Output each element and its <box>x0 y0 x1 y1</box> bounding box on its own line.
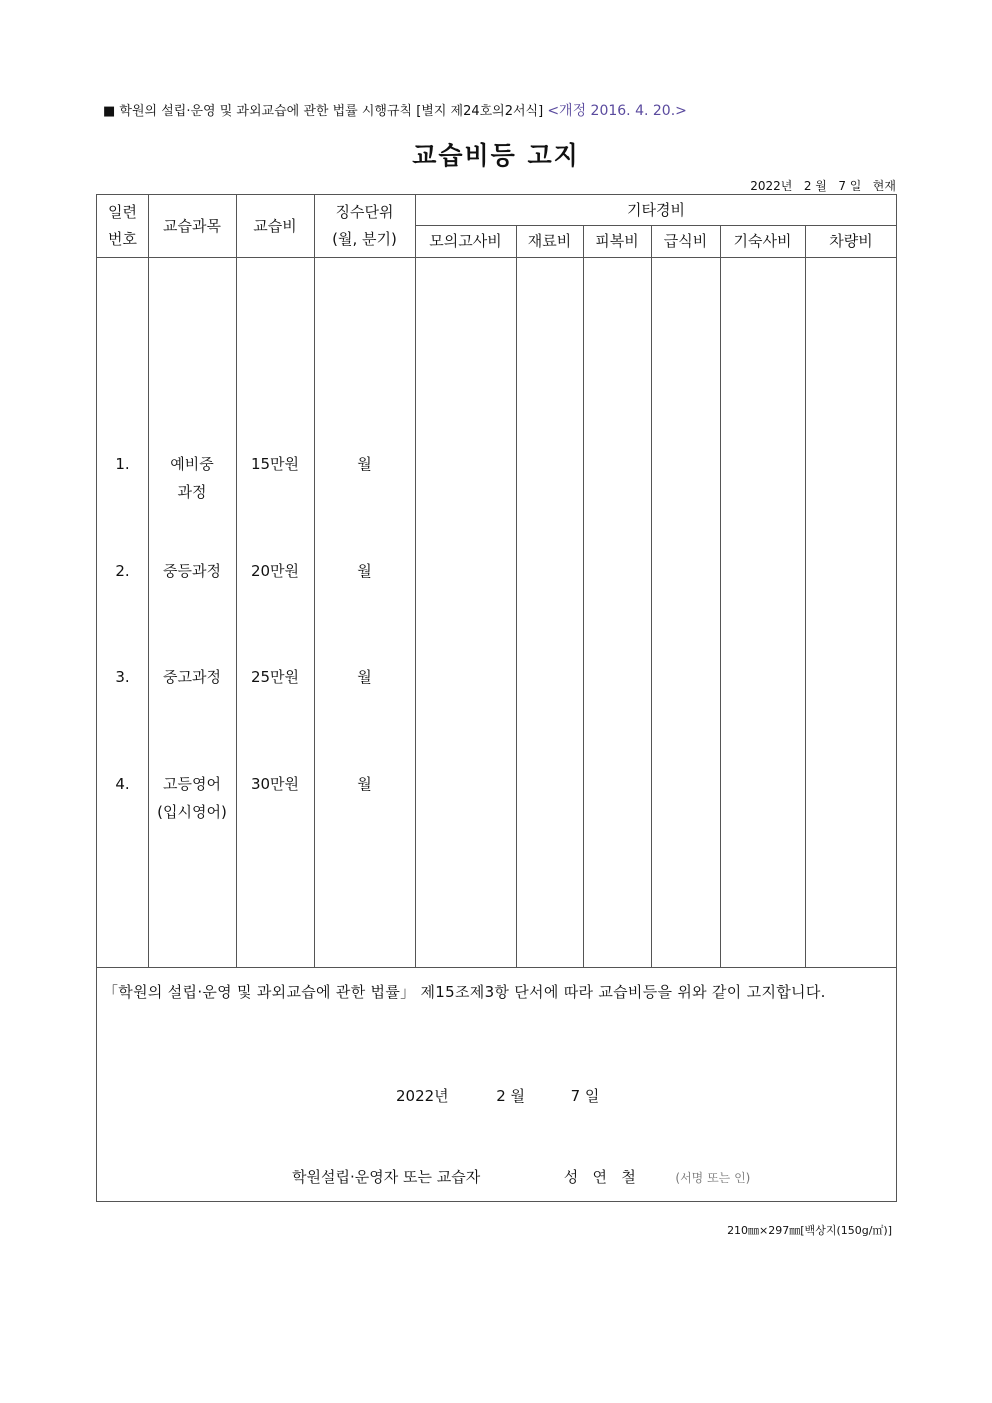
table-bottom-divider <box>97 967 897 968</box>
header-other-expenses: 기타경비 <box>627 200 685 219</box>
header-uniform-fee: 피복비 <box>595 231 639 250</box>
signer-name: 성 연 철 <box>563 1168 636 1186</box>
col-divider <box>516 225 517 967</box>
row-serial-number: 3. <box>115 668 130 686</box>
row-billing-unit: 월 <box>357 668 372 686</box>
col-divider <box>651 225 652 967</box>
header-vehicle-fee: 차량비 <box>829 231 873 250</box>
row-subject: 고등영어 (입시영어) <box>157 775 227 821</box>
row-serial-number: 1. <box>115 455 130 473</box>
header-meal-fee: 급식비 <box>663 231 708 250</box>
col-divider <box>720 225 721 967</box>
signer-role: 학원설립·운영자 또는 교습자 <box>292 1168 481 1186</box>
row-tuition-fee: 25만원 <box>250 668 300 686</box>
notice-date-year: 2022년 <box>396 1087 449 1105</box>
header-dormitory-fee: 기숙사비 <box>733 231 792 250</box>
row-tuition-fee: 20만원 <box>250 562 300 580</box>
row-billing-unit: 월 <box>357 455 372 473</box>
col-divider <box>805 225 806 967</box>
row-tuition-fee: 30만원 <box>250 775 300 793</box>
row-tuition-fee: 15만원 <box>250 455 300 473</box>
revision-date: <개정 2016. 4. 20.> <box>547 103 687 119</box>
header-bottom-divider <box>97 257 897 258</box>
header-serial-number: 일련 번호 <box>108 203 137 248</box>
notice-date-day: 7 일 <box>570 1087 600 1105</box>
col-divider <box>415 195 416 967</box>
row-serial-number: 4. <box>115 775 130 793</box>
row-serial-number: 2. <box>115 562 130 580</box>
legal-notice-text: 「학원의 설립·운영 및 과외교습에 관한 법률」 제15조제3항 단서에 따라 교습비등을 위와 같이 고지합니다. <box>103 983 826 1001</box>
signature-hint: (서명 또는 인) <box>675 1171 751 1185</box>
fee-notice-form <box>96 194 897 1202</box>
signature-line <box>292 1166 750 1187</box>
row-billing-unit: 월 <box>357 775 372 793</box>
row-subject: 예비중 과정 <box>170 455 214 501</box>
as-of-date: 2022년 2 월 7 일 현재 <box>750 179 896 193</box>
header-billing-unit: 징수단위 (월, 분기) <box>332 203 397 248</box>
row-subject: 중등과정 <box>163 562 221 580</box>
header-tuition-fee: 교습비 <box>253 216 297 235</box>
form-reference-text: ■ 학원의 설립·운영 및 과외교습에 관한 법률 시행규칙 [별지 제24호의2서식] <box>103 104 544 119</box>
row-billing-unit: 월 <box>357 562 372 580</box>
notice-date-month: 2 월 <box>496 1087 526 1105</box>
row-subject: 중고과정 <box>163 668 221 686</box>
form-reference <box>103 100 687 120</box>
document-title: 교습비등 고지 <box>412 141 580 170</box>
header-material-fee: 재료비 <box>527 231 572 250</box>
col-divider <box>583 225 584 967</box>
header-mock-exam-fee: 모의고사비 <box>429 231 502 250</box>
notice-date <box>396 1085 599 1106</box>
paper-spec: 210㎜×297㎜[백상지(150g/㎡)] <box>727 1224 892 1237</box>
header-subject: 교습과목 <box>163 216 221 235</box>
